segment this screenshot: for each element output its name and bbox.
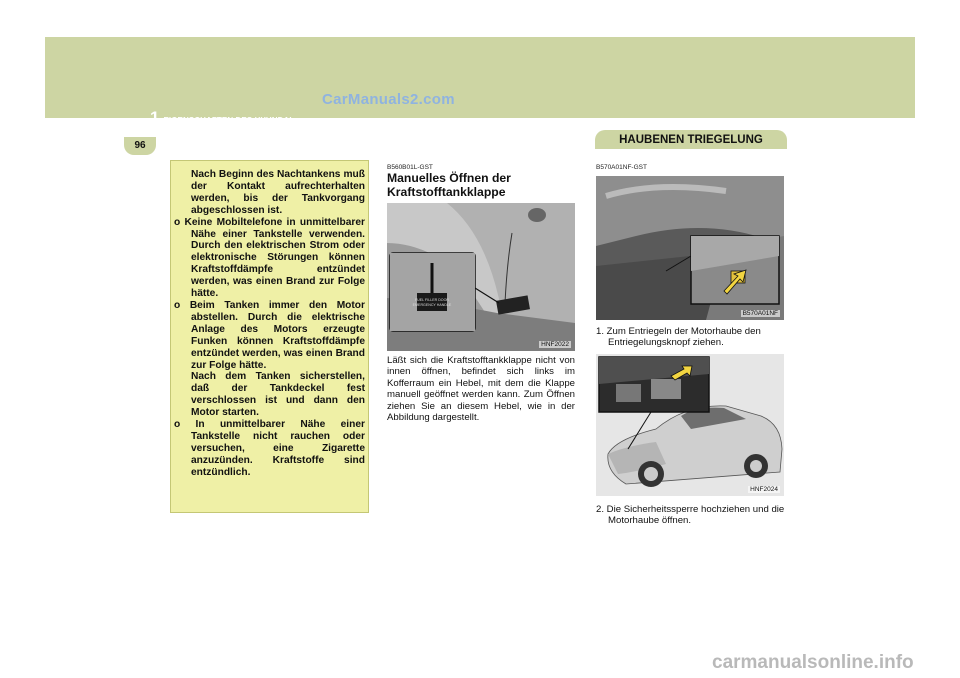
car-illustration: [596, 354, 784, 496]
fuel-door-body: Läßt sich die Kraftstofftankklappe nicht von innen öffnen, befindet sich links im Kofferraum ein Hebel, mit dem die Klappe manuell geöffnet werden kann. Zum Öffnen ziehen Sie an diesem Hebel, wie in der Abbildung dargestellt.: [387, 355, 575, 424]
svg-text:FUEL FILLER DOOR: FUEL FILLER DOOR: [414, 298, 450, 302]
warning-bullet-engine: o Beim Tanken immer den Motor abstellen. Durch die elektrische Anlage des Motors erzeugte Funken können Kraftstoffdämpfe entzündet werden, was einen Brand zur Folge hätte.: [174, 299, 365, 371]
step-1: 1. Zum Entriegeln der Motorhaube den Entriegelungsknopf ziehen.: [596, 326, 761, 349]
fuel-lever-figure: [387, 203, 575, 351]
top-watermark[interactable]: CarManuals2.com: [322, 91, 455, 108]
figure-caption: B570A01NF: [742, 310, 778, 317]
warning-bullet-engine-cont: Nach dem Tanken sicherstellen, daß der Tankdeckel fest verschlossen ist und dann den Motor starten.: [191, 371, 365, 419]
warning-bullet-smoking: o In unmittelbarer Nähe einer Tankstelle nicht rauchen oder versuchen, eine Zigarette anzuzünden. Kraftstoffe sind entzündlich.: [174, 419, 365, 478]
page-number: 96: [124, 137, 156, 155]
safety-catch-figure: [596, 354, 784, 496]
figure-caption: HNF2024: [750, 485, 778, 493]
hood-knob-illustration: [596, 176, 784, 320]
fuel-lever-illustration: [387, 203, 575, 351]
warning-box: [170, 160, 369, 513]
section-title: Manuelles Öffnen der Kraftstofftankklappe: [387, 171, 511, 199]
bottom-watermark[interactable]: carmanualsonline.info: [712, 652, 914, 673]
chapter-heading: [150, 108, 292, 128]
figure-caption: HNF2022: [541, 341, 569, 348]
chapter-title: EIGENSCHAFTEN DES HYUNDAI: [163, 116, 292, 125]
chapter-number: 1: [150, 108, 160, 127]
hood-knob-figure: [596, 176, 784, 320]
warning-intro: Nach Beginn des Nachtankens muß der Kontakt aufrechterhalten werden, bis der Tankvorgang abgeschlossen ist.: [191, 169, 365, 216]
hood-release-section: [596, 164, 787, 527]
fuel-door-section: [387, 164, 575, 423]
svg-text:EMERGENCY HANDLE: EMERGENCY HANDLE: [412, 303, 452, 307]
warning-bullet-phones: o Keine Mobiltelefone in unmittelbarer Nähe einer Tankstelle verwenden. Durch den elektrischen Strom oder elektronische Störungen können Kraftstoffdämpfe entzündet werden, was einen Brand zur Folge hätte.: [174, 216, 365, 300]
section-code: B560B01L-GST: [387, 164, 433, 171]
section-tab: HAUBENEN TRIEGELUNG: [595, 130, 787, 149]
section-code: B570A01NF-GST: [596, 164, 647, 171]
step-2: 2. Die Sicherheitssperre hochziehen und die Motorhaube öffnen.: [596, 503, 785, 527]
